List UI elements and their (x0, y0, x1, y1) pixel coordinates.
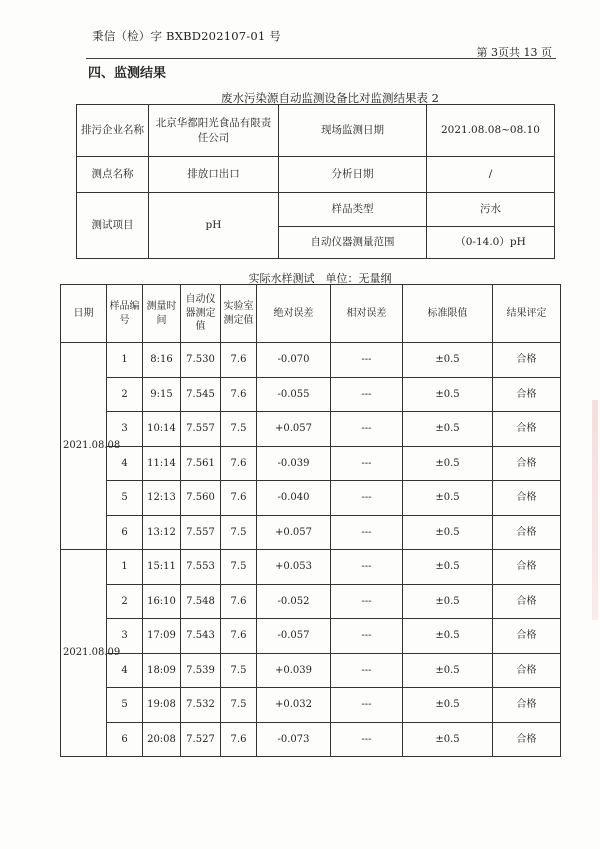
range-label: 自动仪器测量范围 (279, 227, 427, 259)
cell-no: 1 (107, 343, 143, 378)
cell-abs: +0.032 (257, 688, 331, 723)
cell-rel: --- (331, 412, 403, 447)
table-row (61, 584, 561, 619)
col-result: 结果评定 (493, 285, 561, 343)
cell-time: 18:09 (143, 653, 181, 688)
cell-time: 9:15 (143, 377, 181, 412)
company-label: 排污企业名称 (77, 105, 149, 157)
cell-no: 5 (107, 688, 143, 723)
cell-no: 2 (107, 584, 143, 619)
col-abs: 绝对误差 (257, 285, 331, 343)
cell-result: 合格 (493, 688, 561, 723)
sub-title: 实际水样测试 单位：无量纲 (248, 272, 392, 285)
cell-time: 8:16 (143, 343, 181, 378)
col-lab: 实验室测定值 (221, 285, 257, 343)
cell-lab: 7.6 (221, 619, 257, 654)
cell-auto: 7.553 (181, 550, 221, 585)
cell-time: 13:12 (143, 515, 181, 550)
cell-lab: 7.5 (221, 550, 257, 585)
cell-limit: ±0.5 (403, 584, 493, 619)
cell-limit: ±0.5 (403, 619, 493, 654)
analysis-value: / (427, 157, 555, 193)
info-table (76, 104, 555, 259)
cell-no: 4 (107, 446, 143, 481)
cell-lab: 7.6 (221, 446, 257, 481)
group-date: 2021.08.09 (61, 550, 107, 757)
date-value: 2021.08.08~08.10 (427, 105, 555, 157)
cell-limit: ±0.5 (403, 515, 493, 550)
cell-limit: ±0.5 (403, 446, 493, 481)
cell-time: 12:13 (143, 481, 181, 516)
table-row (61, 550, 561, 585)
cell-no: 6 (107, 515, 143, 550)
cell-abs: -0.070 (257, 343, 331, 378)
cell-no: 5 (107, 481, 143, 516)
cell-lab: 7.5 (221, 412, 257, 447)
cell-auto: 7.527 (181, 722, 221, 757)
cell-limit: ±0.5 (403, 377, 493, 412)
cell-rel: --- (331, 688, 403, 723)
cell-auto: 7.545 (181, 377, 221, 412)
cell-lab: 7.5 (221, 515, 257, 550)
cell-time: 17:09 (143, 619, 181, 654)
cell-result: 合格 (493, 412, 561, 447)
table-row (61, 446, 561, 481)
cell-result: 合格 (493, 619, 561, 654)
table-row (61, 515, 561, 550)
col-limit: 标准限值 (403, 285, 493, 343)
table-row (61, 343, 561, 378)
cell-rel: --- (331, 377, 403, 412)
table-row (61, 377, 561, 412)
cell-rel: --- (331, 619, 403, 654)
cell-lab: 7.6 (221, 343, 257, 378)
cell-result: 合格 (493, 343, 561, 378)
table-row (61, 653, 561, 688)
item-value: pH (149, 193, 279, 259)
cell-lab: 7.5 (221, 653, 257, 688)
cell-result: 合格 (493, 515, 561, 550)
cell-auto: 7.560 (181, 481, 221, 516)
cell-no: 4 (107, 653, 143, 688)
table-row (61, 688, 561, 723)
table-title: 废水污染源自动监测设备比对监测结果表 2 (221, 91, 439, 105)
cell-auto: 7.557 (181, 412, 221, 447)
cell-result: 合格 (493, 722, 561, 757)
cell-rel: --- (331, 446, 403, 481)
cell-rel: --- (331, 343, 403, 378)
cell-result: 合格 (493, 481, 561, 516)
edge-stain (592, 400, 598, 620)
cell-no: 3 (107, 619, 143, 654)
date-label: 现场监测日期 (279, 105, 427, 157)
cell-no: 3 (107, 412, 143, 447)
cell-abs: -0.055 (257, 377, 331, 412)
cell-abs: -0.040 (257, 481, 331, 516)
cell-limit: ±0.5 (403, 343, 493, 378)
cell-auto: 7.557 (181, 515, 221, 550)
company-value: 北京华都阳光食品有限责任公司 (149, 105, 279, 157)
point-value: 排放口出口 (149, 157, 279, 193)
col-date: 日期 (61, 285, 107, 343)
report-number: 秉信（检）字 BXBD202107-01 号 (92, 29, 281, 43)
cell-abs: -0.039 (257, 446, 331, 481)
col-rel: 相对误差 (331, 285, 403, 343)
cell-abs: +0.053 (257, 550, 331, 585)
col-sample: 样品编号 (107, 285, 143, 343)
cell-rel: --- (331, 722, 403, 757)
cell-lab: 7.6 (221, 584, 257, 619)
cell-lab: 7.6 (221, 481, 257, 516)
cell-abs: +0.039 (257, 653, 331, 688)
section-title: 四、监测结果 (88, 66, 167, 81)
cell-rel: --- (331, 584, 403, 619)
cell-lab: 7.6 (221, 377, 257, 412)
cell-time: 19:08 (143, 688, 181, 723)
page-indicator: 第 3页共 13 页 (476, 46, 552, 59)
cell-result: 合格 (493, 377, 561, 412)
group-date: 2021.08.08 (61, 343, 107, 550)
results-table (60, 284, 561, 757)
cell-no: 2 (107, 377, 143, 412)
cell-auto: 7.530 (181, 343, 221, 378)
cell-limit: ±0.5 (403, 688, 493, 723)
cell-result: 合格 (493, 653, 561, 688)
sample-type-value: 污水 (427, 193, 555, 227)
cell-result: 合格 (493, 550, 561, 585)
table-row (61, 619, 561, 654)
cell-lab: 7.5 (221, 688, 257, 723)
table-row (61, 412, 561, 447)
cell-abs: +0.057 (257, 515, 331, 550)
cell-time: 10:14 (143, 412, 181, 447)
cell-abs: -0.057 (257, 619, 331, 654)
analysis-label: 分析日期 (279, 157, 427, 193)
col-time: 测量时间 (143, 285, 181, 343)
cell-auto: 7.548 (181, 584, 221, 619)
cell-auto: 7.561 (181, 446, 221, 481)
point-label: 测点名称 (77, 157, 149, 193)
cell-limit: ±0.5 (403, 412, 493, 447)
cell-rel: --- (331, 550, 403, 585)
cell-limit: ±0.5 (403, 481, 493, 516)
cell-rel: --- (331, 481, 403, 516)
cell-rel: --- (331, 653, 403, 688)
sample-type-label: 样品类型 (279, 193, 427, 227)
cell-no: 1 (107, 550, 143, 585)
col-auto: 自动仪器测定值 (181, 285, 221, 343)
header-row (61, 285, 561, 343)
cell-time: 16:10 (143, 584, 181, 619)
cell-time: 11:14 (143, 446, 181, 481)
range-value: （0-14.0）pH (427, 227, 555, 259)
cell-lab: 7.6 (221, 722, 257, 757)
cell-abs: -0.052 (257, 584, 331, 619)
item-label: 测试项目 (77, 193, 149, 259)
table-row (61, 722, 561, 757)
cell-auto: 7.539 (181, 653, 221, 688)
cell-no: 6 (107, 722, 143, 757)
table-row (61, 481, 561, 516)
cell-limit: ±0.5 (403, 722, 493, 757)
header-divider (86, 58, 556, 59)
cell-abs: +0.057 (257, 412, 331, 447)
cell-rel: --- (331, 515, 403, 550)
cell-time: 15:11 (143, 550, 181, 585)
cell-time: 20:08 (143, 722, 181, 757)
cell-result: 合格 (493, 584, 561, 619)
cell-auto: 7.532 (181, 688, 221, 723)
cell-limit: ±0.5 (403, 550, 493, 585)
cell-auto: 7.543 (181, 619, 221, 654)
cell-result: 合格 (493, 446, 561, 481)
cell-limit: ±0.5 (403, 653, 493, 688)
cell-abs: -0.073 (257, 722, 331, 757)
